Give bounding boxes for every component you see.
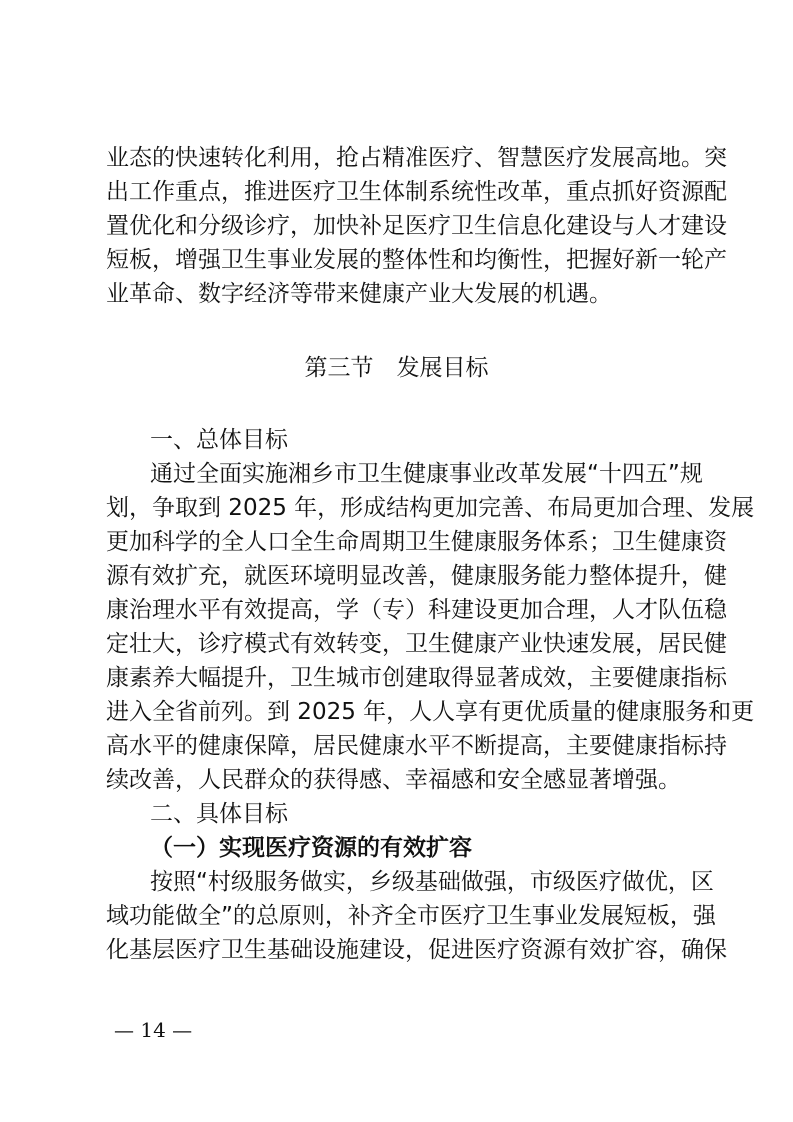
text-line: 进入全省前列。到 2025 年，人人享有更优质量的健康服务和更	[106, 699, 755, 725]
heading-overall-goal: 一、总体目标	[150, 427, 288, 453]
text-line: 更加科学的全人口全生命周期卫生健康服务体系；卫生健康资	[106, 529, 727, 555]
text-line: 源有效扩充，就医环境明显改善，健康服务能力整体提升，健	[106, 563, 727, 589]
text-line: 化基层医疗卫生基础设施建设，促进医疗资源有效扩容，确保	[106, 937, 727, 963]
text-line: 通过全面实施湘乡市卫生健康事业改革发展“十四五”规	[150, 461, 703, 487]
text-line: 置优化和分级诊疗，加快补足医疗卫生信息化建设与人才建设	[106, 213, 727, 239]
text-line: 按照“村级服务做实，乡级基础做强，市级医疗做优，区	[150, 869, 714, 895]
text-line: 短板，增强卫生事业发展的整体性和均衡性，把握好新一轮产	[106, 247, 727, 273]
heading-specific-goals: 二、具体目标	[150, 801, 288, 827]
text-line: 出工作重点，推进医疗卫生体制系统性改革，重点抓好资源配	[106, 179, 727, 205]
text-line: 域功能做全”的总原则，补齐全市医疗卫生事业发展短板，强	[106, 903, 716, 929]
text-line: 高水平的健康保障，居民健康水平不断提高，主要健康指标持	[106, 733, 727, 759]
text-line: 康治理水平有效提高，学（专）科建设更加合理，人才队伍稳	[106, 597, 727, 623]
subheading-resource-expansion: （一）实现医疗资源的有效扩容	[150, 835, 472, 861]
text-line: 康素养大幅提升，卫生城市创建取得显著成效，主要健康指标	[106, 665, 727, 691]
text-line: 续改善，人民群众的获得感、幸福感和安全感显著增强。	[106, 767, 681, 793]
page-number: — 14 —	[114, 1018, 193, 1042]
text-line: 业态的快速转化利用，抢占精准医疗、智慧医疗发展高地。突	[106, 145, 727, 171]
section-title: 第三节 发展目标	[304, 355, 489, 381]
text-line: 业革命、数字经济等带来健康产业大发展的机遇。	[106, 281, 612, 307]
text-line: 划，争取到 2025 年，形成结构更加完善、布局更加合理、发展	[106, 495, 755, 521]
text-line: 定壮大，诊疗模式有效转变，卫生健康产业快速发展，居民健	[106, 631, 727, 657]
